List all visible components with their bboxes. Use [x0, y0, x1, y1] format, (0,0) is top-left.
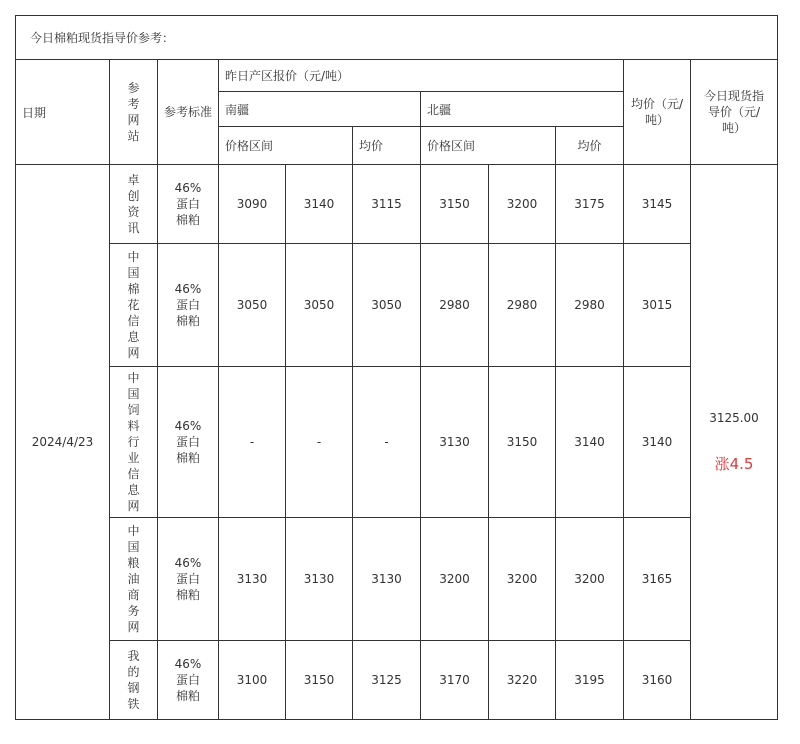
south-high: 3150 [286, 641, 353, 720]
site-char: 国 [127, 540, 140, 554]
standard-cell [158, 367, 219, 518]
site-char: 粮 [127, 556, 140, 570]
standard-line: 棉粕 [175, 588, 200, 602]
south-avg: 3130 [353, 518, 421, 641]
south-avg: 3115 [353, 165, 421, 244]
south-low: 3100 [219, 641, 286, 720]
row-avg: 3165 [624, 518, 691, 641]
south-avg: - [353, 367, 421, 518]
south-high: 3140 [286, 165, 353, 244]
table-row [16, 641, 778, 720]
standard-line: 46% [174, 556, 202, 570]
standard-cell [158, 518, 219, 641]
standard-cell [158, 165, 219, 244]
table-row [16, 244, 778, 367]
header-row-1 [16, 60, 778, 92]
site-char: 息 [127, 330, 140, 344]
site-char: 网 [127, 620, 140, 634]
south-avg-header: 均价 [353, 127, 421, 165]
north-avg: 3140 [556, 367, 624, 518]
table-title-row [16, 16, 778, 60]
row-avg: 3160 [624, 641, 691, 720]
site-cell [110, 641, 158, 720]
table-title: 今日棉粕现货指导价参考： [16, 16, 778, 60]
site-header-char: 考 [127, 97, 140, 111]
row-avg: 3145 [624, 165, 691, 244]
site-char: 卓 [127, 173, 140, 187]
standard-line: 46% [174, 282, 202, 296]
table-row [16, 518, 778, 641]
site-char: 国 [127, 387, 140, 401]
north-low: 3150 [421, 165, 489, 244]
price-table-container [15, 15, 777, 728]
north-avg: 3195 [556, 641, 624, 720]
north-low: 3200 [421, 518, 489, 641]
site-char: 资 [127, 205, 140, 219]
today-header: 今日现货指导价（元/吨） [691, 60, 778, 165]
site-header-char: 网 [127, 113, 140, 127]
overall-avg-header: 均价（元/吨） [624, 60, 691, 165]
today-price: 3125.00 [709, 410, 759, 425]
north-high: 3150 [489, 367, 556, 518]
south-low: 3090 [219, 165, 286, 244]
site-header [110, 60, 158, 165]
date-cell: 2024/4/23 [16, 165, 110, 720]
site-cell [110, 165, 158, 244]
north-avg: 3200 [556, 518, 624, 641]
south-low: 3130 [219, 518, 286, 641]
site-char: 饲 [127, 403, 140, 417]
site-char: 网 [127, 499, 140, 513]
south-avg: 3125 [353, 641, 421, 720]
site-char: 钢 [127, 681, 140, 695]
site-char: 花 [127, 298, 140, 312]
site-char: 铁 [127, 697, 140, 711]
site-cell [110, 367, 158, 518]
south-low: 3050 [219, 244, 286, 367]
site-char: 网 [127, 346, 140, 360]
standard-line: 棉粕 [175, 689, 200, 703]
site-char: 油 [127, 572, 140, 586]
table-row [16, 367, 778, 518]
north-high: 3200 [489, 165, 556, 244]
south-avg: 3050 [353, 244, 421, 367]
site-char: 我 [127, 649, 140, 663]
site-char: 讯 [127, 221, 140, 235]
site-char: 息 [127, 483, 140, 497]
site-cell [110, 518, 158, 641]
site-char: 商 [127, 588, 140, 602]
site-char: 中 [127, 524, 140, 538]
south-header: 南疆 [219, 92, 421, 127]
change-badge: 涨4.5 [714, 454, 754, 473]
site-char: 中 [127, 250, 140, 264]
standard-line: 蛋白 [175, 197, 200, 211]
north-avg: 2980 [556, 244, 624, 367]
north-header: 北疆 [421, 92, 624, 127]
north-low: 3170 [421, 641, 489, 720]
site-char: 信 [127, 314, 140, 328]
north-avg-header: 均价 [556, 127, 624, 165]
site-char: 信 [127, 467, 140, 481]
row-avg: 3015 [624, 244, 691, 367]
north-high: 3200 [489, 518, 556, 641]
site-char: 业 [127, 451, 140, 465]
standard-line: 46% [174, 181, 202, 195]
standard-header: 参考标准 [158, 60, 219, 165]
site-char: 创 [127, 189, 140, 203]
today-price-cell [691, 165, 778, 720]
north-high: 3220 [489, 641, 556, 720]
north-low: 2980 [421, 244, 489, 367]
site-char: 行 [127, 435, 140, 449]
standard-cell [158, 244, 219, 367]
standard-line: 蛋白 [175, 572, 200, 586]
standard-line: 46% [174, 657, 202, 671]
yesterday-header: 昨日产区报价（元/吨） [219, 60, 624, 92]
standard-line: 棉粕 [175, 213, 200, 227]
south-range-header: 价格区间 [219, 127, 353, 165]
north-high: 2980 [489, 244, 556, 367]
standard-line: 46% [174, 419, 202, 433]
site-header-char: 站 [127, 129, 140, 143]
south-high: 3130 [286, 518, 353, 641]
site-char: 中 [127, 371, 140, 385]
site-char: 料 [127, 419, 140, 433]
row-avg: 3140 [624, 367, 691, 518]
north-avg: 3175 [556, 165, 624, 244]
standard-line: 棉粕 [175, 314, 200, 328]
standard-line: 蛋白 [175, 298, 200, 312]
south-high: 3050 [286, 244, 353, 367]
price-table [15, 15, 778, 720]
site-char: 国 [127, 266, 140, 280]
south-low: - [219, 367, 286, 518]
site-char: 务 [127, 604, 140, 618]
site-cell [110, 244, 158, 367]
standard-cell [158, 641, 219, 720]
date-header: 日期 [16, 60, 110, 165]
table-row [16, 165, 778, 244]
south-high: - [286, 367, 353, 518]
standard-line: 蛋白 [175, 435, 200, 449]
site-header-char: 参 [127, 81, 140, 95]
standard-line: 蛋白 [175, 673, 200, 687]
site-char: 棉 [127, 282, 140, 296]
north-low: 3130 [421, 367, 489, 518]
north-range-header: 价格区间 [421, 127, 556, 165]
standard-line: 棉粕 [175, 451, 200, 465]
site-char: 的 [127, 665, 140, 679]
